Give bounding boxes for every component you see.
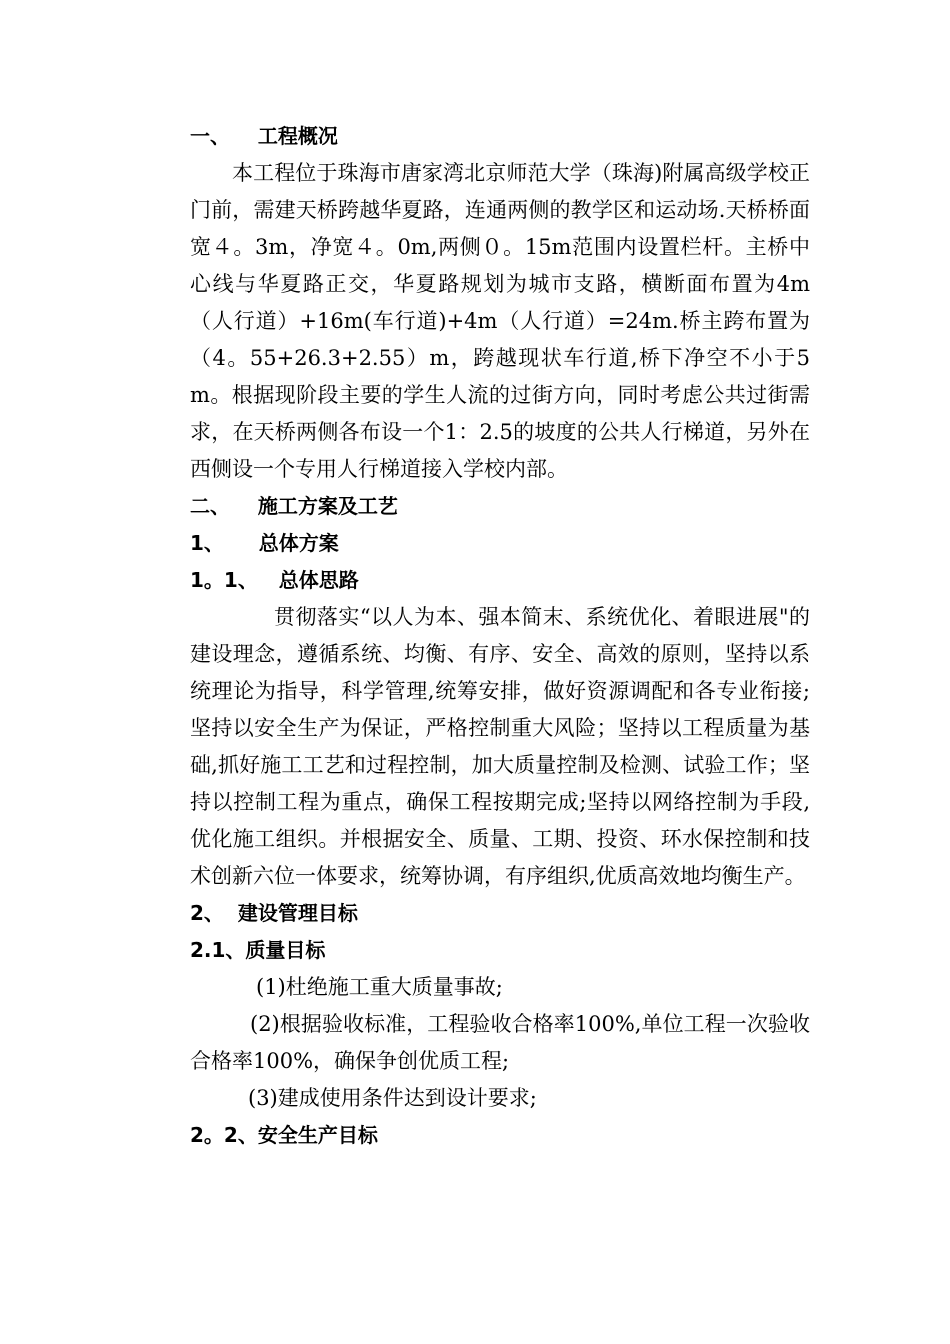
document-body [190, 118, 810, 1154]
section-heading-construction-plan: 二、 施工方案及工艺 [190, 494, 398, 518]
subsection-heading-overall-plan: 1、 总体方案 [190, 531, 339, 555]
quality-goal-item: (1)杜绝施工重大质量事故; [256, 975, 503, 999]
subsection-heading-management-goals: 2、 建设管理目标 [190, 901, 358, 925]
project-overview-paragraph: 本工程位于珠海市唐家湾北京师范大学（珠海)附属高级学校正门前，需建天桥跨越华夏路，连通两侧的教学区和运动场.天桥桥面宽４。3m，净宽４。0m,两侧０。15m范围内设置栏杆。主桥中心线与华夏路正交，华夏路规划为城市支路，横断面布置为4m（人行道）+16m(车行道)+4m（人行道）=24m.桥主跨布置为（4。55+26.3+2.55）m，跨越现状车行道,桥下净空不小于5m。根据现阶段主要的学生人流的过街方向，同时考虑公共过街需求，在天桥两侧各布设一个1：2.5的坡度的公共人行梯道，另外在西侧设一个专用人行梯道接入学校内部。 [190, 161, 810, 481]
quality-goal-item: (2)根据验收标准，工程验收合格率100%,单位工程一次验收合格率100%，确保争创优质工程; [190, 1012, 810, 1073]
overall-approach-paragraph: 贯彻落实“以人为本、强本简末、系统优化、着眼进展"的建设理念，遵循系统、均衡、有序、安全、高效的原则，坚持以系统理论为指导，科学管理,统筹安排，做好资源调配和各专业衔接;坚持以安全生产为保证，严格控制重大风险；坚持以工程质量为基础,抓好施工工艺和过程控制，加大质量控制及检测、试验工作；坚持以控制工程为重点，确保工程按期完成;坚持以网络控制为手段,优化施工组织。并根据安全、质量、工期、投资、环水保控制和技术创新六位一体要求，统筹协调，有序组织,优质高效地均衡生产。 [190, 605, 810, 888]
subsection-heading-safety-goals: 2。2、安全生产目标 [190, 1123, 378, 1147]
section-heading-project-overview: 一、 工程概况 [190, 124, 338, 148]
subsection-heading-quality-goals: 2.1、质量目标 [190, 938, 326, 962]
quality-goal-item: (3)建成使用条件达到设计要求; [248, 1086, 537, 1110]
subsection-heading-overall-approach: 1。1、 总体思路 [190, 568, 359, 592]
